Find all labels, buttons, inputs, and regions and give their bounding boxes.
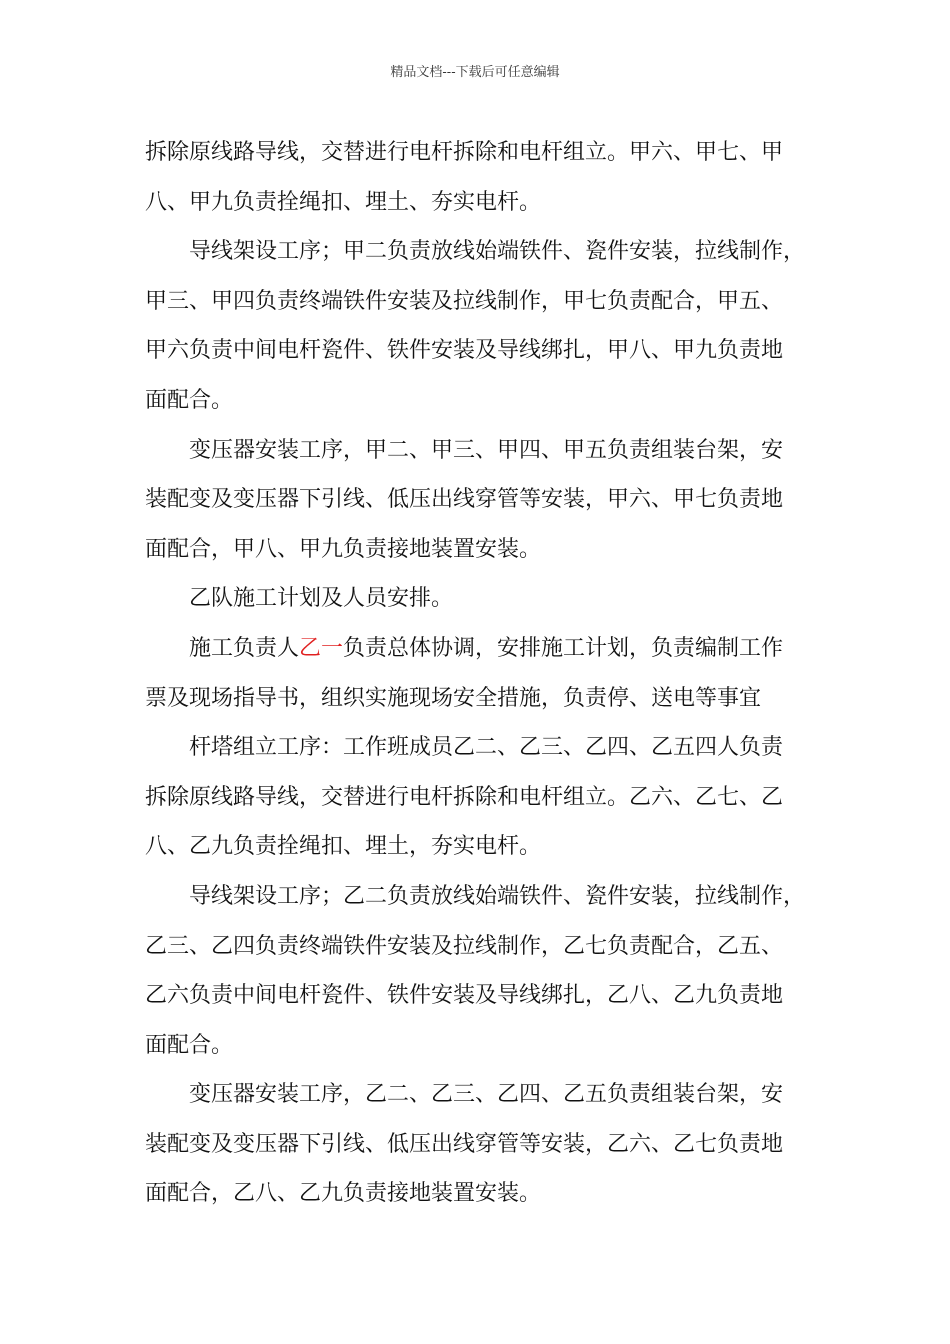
- text-line: 甲三、甲四负责终端铁件安装及拉线制作，甲七负责配合，甲五、: [145, 288, 784, 314]
- text-line: 面配合。: [145, 387, 234, 413]
- document-body: [145, 128, 820, 1219]
- text-line: 拆除原线路导线，交替进行电杆拆除和电杆组立。乙六、乙七、乙: [145, 784, 784, 810]
- page-header: 精品文档---下载后可任意编辑: [390, 65, 560, 80]
- text-line: 装配变及变压器下引线、低压出线穿管等安装，乙六、乙七负责地: [145, 1131, 784, 1157]
- text-line: 八、甲九负责拴绳扣、埋土、夯实电杆。: [145, 189, 542, 215]
- text-line: 杆塔组立工序：工作班成员乙二、乙三、乙四、乙五四人负责: [189, 735, 784, 761]
- paragraph-6: [145, 723, 820, 872]
- text-line: 甲六负责中间电杆瓷件、铁件安装及导线绑扎，甲八、甲九负责地: [145, 338, 784, 364]
- text-line: 八、乙九负责拴绳扣、埋土，夯实电杆。: [145, 834, 542, 860]
- text-line: 装配变及变压器下引线、低压出线穿管等安装，甲六、甲七负责地: [145, 487, 784, 513]
- text-line: 乙三、乙四负责终端铁件安装及拉线制作，乙七负责配合，乙五、: [145, 933, 784, 959]
- paragraph-5: [145, 624, 820, 723]
- paragraph-1: [145, 128, 820, 227]
- paragraph-3: [145, 426, 820, 575]
- text-line: [145, 624, 820, 674]
- text-line: 导线架设工序；乙二负责放线始端铁件、瓷件安装，拉线制作，: [189, 883, 806, 909]
- text-line: 面配合。: [145, 1032, 234, 1058]
- text-line: 面配合，乙八、乙九负责接地装置安装。: [145, 1181, 542, 1207]
- text-line: 面配合，甲八、甲九负责接地装置安装。: [145, 536, 542, 562]
- text-line: 乙队施工计划及人员安排。: [189, 586, 454, 612]
- paragraph-8: [145, 1070, 820, 1219]
- paragraph-4: [145, 574, 820, 624]
- text-line: 变压器安装工序，甲二、甲三、甲四、甲五负责组装台架，安: [189, 437, 784, 463]
- text-line: 拆除原线路导线，交替进行电杆拆除和电杆组立。甲六、甲七、甲: [145, 140, 784, 165]
- text-line: 票及现场指导书，组织实施现场安全措施，负责停、送电等事宜: [145, 685, 762, 711]
- highlighted-text: 乙一: [299, 635, 344, 661]
- text-run: 施工负责人: [189, 635, 300, 661]
- text-line: 导线架设工序；甲二负责放线始端铁件、瓷件安装，拉线制作，: [189, 239, 806, 265]
- paragraph-7: [145, 872, 820, 1070]
- text-line: 变压器安装工序，乙二、乙三、乙四、乙五负责组装台架，安: [189, 1082, 784, 1108]
- text-line: 乙六负责中间电杆瓷件、铁件安装及导线绑扎，乙八、乙九负责地: [145, 983, 784, 1009]
- text-run: 负责总体协调，安排施工计划，负责编制工作: [343, 635, 784, 661]
- paragraph-2: [145, 227, 820, 425]
